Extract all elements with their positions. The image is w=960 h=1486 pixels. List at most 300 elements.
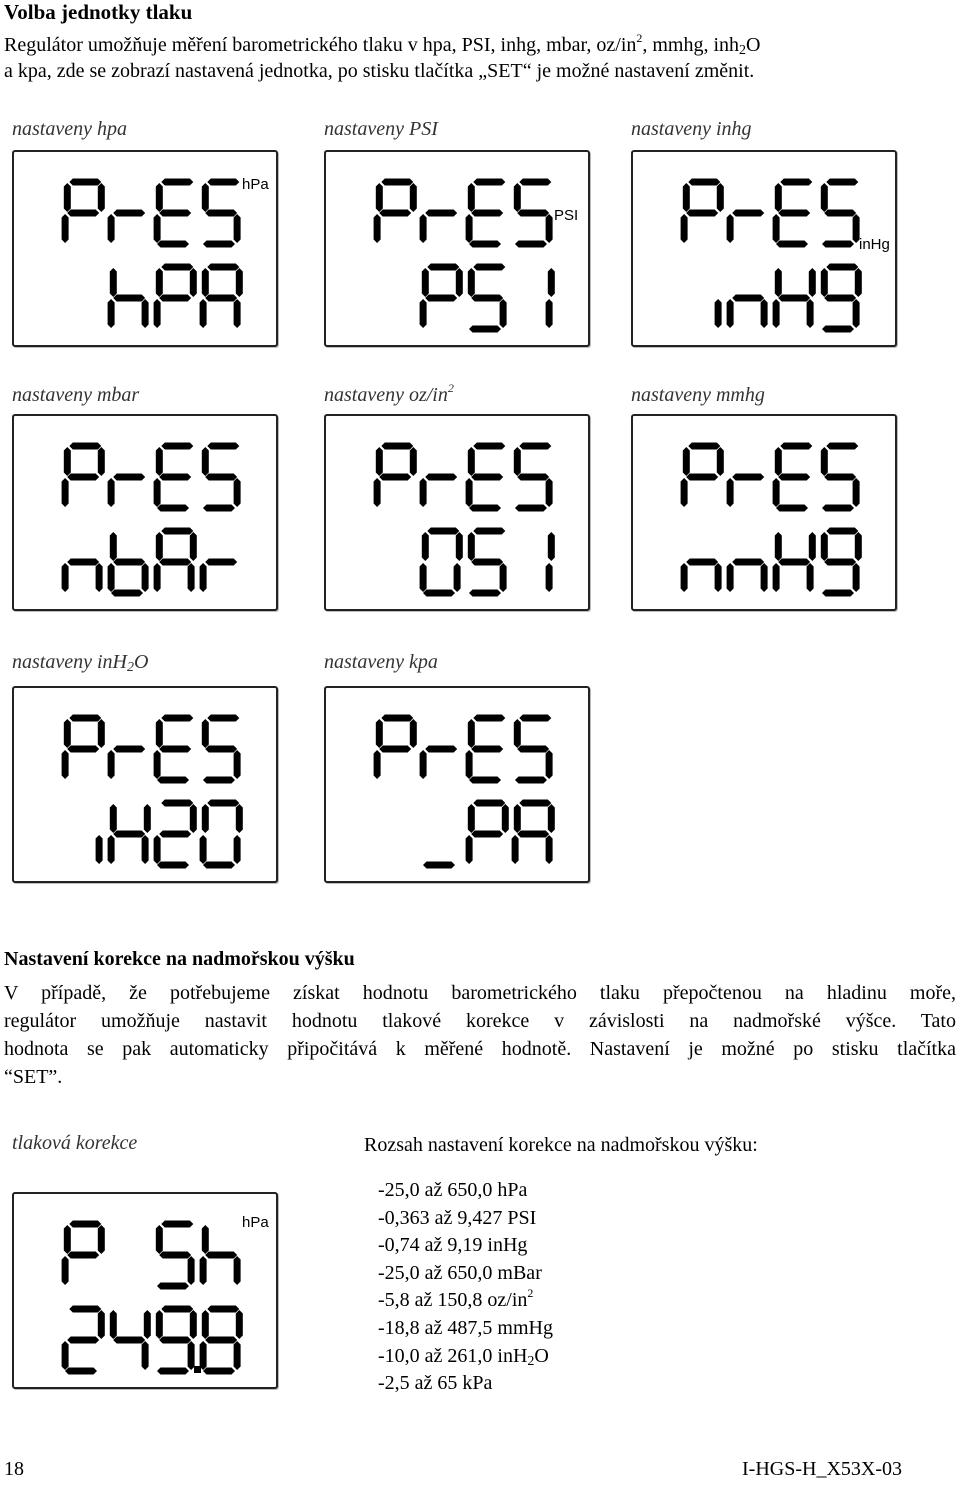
lcd-segment-g <box>686 559 718 566</box>
lcd-segment-d <box>203 1368 235 1375</box>
lcd-digit <box>200 1225 241 1285</box>
lcd-segment-g <box>113 831 145 838</box>
lcd-segment-a <box>381 715 413 722</box>
lcd-segment-d <box>515 505 547 512</box>
unit-label: hPa <box>242 176 269 193</box>
lcd-segment-e <box>727 478 734 507</box>
lcd-segment-e <box>374 750 381 779</box>
range-item: -2,5 až 65 kPa <box>378 1372 493 1395</box>
lcd-segment-e <box>154 478 161 507</box>
lcd-segment-f <box>156 719 163 748</box>
lcd-segment-b <box>410 719 417 748</box>
lcd-digit <box>821 528 862 597</box>
lcd-segment-g <box>379 210 411 217</box>
lcd-segment-c <box>546 299 553 328</box>
lcd-segment-b <box>98 1225 105 1254</box>
lcd-segment-e <box>62 563 69 592</box>
lcd-digit <box>154 715 194 784</box>
lcd-segment-f <box>422 268 429 297</box>
lcd-segment-d <box>203 777 235 784</box>
lcd-segment-f <box>110 268 117 297</box>
lcd-digit <box>200 559 238 593</box>
lcd-digit <box>200 800 243 869</box>
lcd-display <box>324 414 590 611</box>
lcd-segment-g <box>471 474 503 481</box>
lcd-segment-g <box>67 559 99 566</box>
lcd-segment-d <box>776 241 808 248</box>
lcd-segment-f <box>468 804 475 833</box>
lcd-segment-d <box>469 505 501 512</box>
lcd-segment-g <box>159 559 191 566</box>
lcd-segment-c <box>853 563 860 592</box>
lcd-segment-f <box>514 447 521 476</box>
lcd-digit <box>110 1310 151 1370</box>
lcd-segment-b <box>98 1310 105 1339</box>
lcd-segment-f <box>468 268 475 297</box>
display-caption: nastaveny hpa <box>12 118 127 140</box>
lcd-segment-a <box>826 443 858 450</box>
range-list <box>378 1177 553 1398</box>
lcd-segment-e <box>200 563 207 592</box>
lcd-segment-a <box>161 1221 193 1228</box>
lcd-segments <box>633 152 895 345</box>
range-item: -0,74 až 9,19 inHg <box>378 1234 528 1257</box>
lcd-digit <box>727 295 768 329</box>
lcd-segments <box>633 416 895 609</box>
lcd-segment-g <box>159 1252 191 1259</box>
lcd-segment-c <box>761 563 768 592</box>
lcd-segment-e <box>681 563 688 592</box>
lcd-segment-e <box>681 214 688 243</box>
lcd-segment-g <box>686 474 718 481</box>
lcd-digit <box>727 474 765 508</box>
lcd-segment-b <box>190 532 197 561</box>
lcd-segment-e <box>420 478 427 507</box>
lcd-segment-a <box>473 528 505 535</box>
lcd-digit <box>200 1306 243 1375</box>
lcd-segment-b <box>410 447 417 476</box>
lcd-segment-d <box>157 505 189 512</box>
lcd-segment-d <box>203 505 235 512</box>
lcd-segment-d <box>515 241 547 248</box>
lcd-segment-g <box>67 746 99 753</box>
lcd-digit <box>108 804 151 864</box>
lcd-segment-d <box>469 326 501 333</box>
lcd-segment-e <box>108 214 115 243</box>
lcd-segment-e <box>420 750 427 779</box>
lcd-segment-c <box>234 478 241 507</box>
lcd-segment-f <box>683 183 690 212</box>
lcd-segment-f <box>775 268 782 297</box>
lcd-segment-a <box>381 179 413 186</box>
lcd-segment-e <box>773 478 780 507</box>
range-item: -25,0 až 650,0 hPa <box>378 1179 528 1201</box>
lcd-segment-g <box>205 1337 237 1344</box>
lcd-segment-g <box>159 474 191 481</box>
lcd-segment-d <box>157 1283 189 1290</box>
lcd-segment-a <box>69 715 101 722</box>
lcd-segment-b <box>717 447 724 476</box>
range-item: -18,8 až 487,5 mmHg <box>378 1316 553 1339</box>
range-item: -10,0 až 261,0 inH$_2$O <box>378 1344 549 1369</box>
lcd-segment-g <box>67 210 99 217</box>
lcd-segment-c <box>96 835 103 864</box>
lcd-segment-d <box>157 1368 189 1375</box>
lcd-segment-g <box>159 831 191 838</box>
lcd-digit <box>62 443 105 508</box>
lcd-segment-a <box>161 264 193 271</box>
lcd-display <box>12 686 278 883</box>
unit-label: PSI <box>554 207 579 224</box>
lcd-segment-g <box>425 474 457 481</box>
lcd-segment-f <box>64 1225 71 1254</box>
lcd-segment-g <box>425 210 457 217</box>
lcd-digit <box>202 179 241 248</box>
lcd-digit <box>420 528 463 597</box>
lcd-display <box>12 150 278 347</box>
lcd-segment-d <box>423 862 455 869</box>
lcd-segment-e <box>154 563 161 592</box>
lcd-segment-f <box>156 532 163 561</box>
lcd-digit <box>374 715 417 780</box>
lcd-segment-a <box>161 179 193 186</box>
display-caption: nastaveny mbar <box>12 384 140 406</box>
lcd-segments <box>326 152 588 345</box>
lcd-segment-f <box>514 183 521 212</box>
lcd-segment-f <box>422 532 429 561</box>
lcd-segment-a <box>519 715 551 722</box>
lcd-digit <box>108 268 149 328</box>
lcd-segment-e <box>154 299 161 328</box>
lcd-segment-a <box>161 443 193 450</box>
lcd-digit <box>62 1306 105 1375</box>
lcd-segments <box>14 1194 276 1387</box>
lcd-segment-a <box>826 179 858 186</box>
lcd-segment-f <box>468 719 475 748</box>
lcd-digit <box>466 443 506 512</box>
lcd-segment-e <box>62 214 69 243</box>
lcd-segment-g <box>732 474 764 481</box>
lcd-segment-f <box>821 532 828 561</box>
lcd-segment-f <box>110 532 117 561</box>
lcd-segment-g <box>113 746 145 753</box>
display-caption: nastaveny inH$_2$O <box>12 651 149 675</box>
lcd-segment-f <box>468 447 475 476</box>
lcd-segment-c <box>546 835 553 864</box>
lcd-segment-a <box>427 264 459 271</box>
lcd-segment-e <box>154 214 161 243</box>
lcd-segment-e <box>108 478 115 507</box>
lcd-segment-g <box>113 1337 145 1344</box>
page-number: 18 <box>4 1458 24 1480</box>
lcd-segment-g <box>732 210 764 217</box>
lcd-segment-b <box>548 268 555 297</box>
lcd-segment-b <box>855 268 862 297</box>
lcd-digit <box>420 474 458 508</box>
lcd-segment-g <box>471 831 503 838</box>
lcd-segment-a <box>207 800 239 807</box>
lcd-digit <box>62 179 105 244</box>
lcd-segment-d <box>515 777 547 784</box>
lcd-digit <box>62 715 105 780</box>
unit-paragraph-line1: Regulátor umožňuje měření barometrického tlaku v hpa, PSI, inhg, mbar, $oz/in^2$, mmhg, inh$_2$O <box>4 31 761 58</box>
lcd-segment-d <box>469 777 501 784</box>
lcd-segment-b <box>548 804 555 833</box>
lcd-segment-f <box>110 804 117 833</box>
lcd-digit <box>374 179 417 244</box>
lcd-segment-f <box>514 804 521 833</box>
lcd-segment-a <box>161 800 193 807</box>
lcd-digit <box>466 179 506 248</box>
lcd-digit <box>154 179 194 248</box>
lcd-digit <box>154 800 197 869</box>
lcd-digit <box>202 443 241 512</box>
lcd-digit <box>546 268 555 328</box>
lcd-segment-e <box>466 835 473 864</box>
lcd-segment-a <box>688 443 720 450</box>
lcd-digit <box>512 800 555 865</box>
lcd-segment-d <box>111 590 143 597</box>
unit-paragraph-line2: a kpa, zde se zobrazí nastavená jednotka, po stisku tlačítka „SET“ je možné nastavení změnit. <box>4 60 755 82</box>
lcd-segment-c <box>142 835 149 864</box>
lcd-segment-a <box>69 443 101 450</box>
lcd-segment-g <box>471 210 503 217</box>
range-item: -0,363 až 9,427 PSI <box>378 1206 537 1229</box>
lcd-digit <box>773 532 816 592</box>
lcd-digit <box>727 210 765 244</box>
correction-display-caption: tlaková korekce <box>12 1132 138 1154</box>
lcd-segment-b <box>236 1310 243 1339</box>
lcd-segment-a <box>519 179 551 186</box>
lcd-segment-c <box>807 299 814 328</box>
lcd-segment-f <box>202 719 209 748</box>
lcd-segment-f <box>202 1225 209 1254</box>
lcd-segment-a <box>161 715 193 722</box>
lcd-segment-c <box>234 1256 241 1285</box>
lcd-digit <box>108 474 146 508</box>
lcd-digit <box>773 268 816 328</box>
lcd-segment-g <box>471 295 503 302</box>
lcd-segment-a <box>473 264 505 271</box>
lcd-segment-b <box>855 532 862 561</box>
lcd-segments <box>14 688 276 881</box>
lcd-segment-c <box>188 1256 195 1285</box>
lcd-segment-g <box>379 746 411 753</box>
lcd-segment-f <box>110 1310 117 1339</box>
lcd-segment-e <box>108 750 115 779</box>
lcd-digit <box>821 264 862 333</box>
lcd-segment-d <box>469 590 501 597</box>
lcd-segment-c <box>188 563 195 592</box>
lcd-digit <box>773 179 813 248</box>
lcd-segment-e <box>154 750 161 779</box>
lcd-segment-g <box>732 559 764 566</box>
lcd-segment-a <box>69 179 101 186</box>
lcd-segment-c <box>546 563 553 592</box>
lcd-segment-g <box>425 295 457 302</box>
correction-paragraph-line2: regulátor umožňuje nastavit hodnotu tlakové korekce v závislosti na nadmořské výšce. Tato <box>4 1010 956 1032</box>
lcd-segment-f <box>202 268 209 297</box>
lcd-segment-g <box>471 559 503 566</box>
lcd-segment-a <box>207 443 239 450</box>
lcd-segment-e <box>466 750 473 779</box>
lcd-segment-b <box>236 268 243 297</box>
lcd-digit <box>468 528 507 597</box>
lcd-segment-d <box>776 505 808 512</box>
lcd-segment-b <box>98 719 105 748</box>
lcd-segment-c <box>142 299 149 328</box>
lcd-segment-e <box>62 1341 69 1370</box>
lcd-segment-b <box>456 268 463 297</box>
lcd-segment-f <box>156 1310 163 1339</box>
lcd-segment-f <box>156 268 163 297</box>
lcd-segment-g <box>159 746 191 753</box>
lcd-segment-g <box>425 746 457 753</box>
lcd-segment-e <box>773 214 780 243</box>
lcd-segment-b <box>502 804 509 833</box>
lcd-digit <box>154 443 194 512</box>
lcd-segment-c <box>500 299 507 328</box>
lcd-digit <box>108 532 149 597</box>
lcd-digit <box>514 443 553 512</box>
lcd-segment-e <box>420 299 427 328</box>
lcd-segment-a <box>69 1221 101 1228</box>
lcd-segment-e <box>727 299 734 328</box>
lcd-segment-e <box>62 750 69 779</box>
lcd-segments <box>14 416 276 609</box>
lcd-segment-g <box>205 746 237 753</box>
lcd-segment-g <box>824 559 856 566</box>
lcd-segment-a <box>207 715 239 722</box>
section-heading-correction: Nastavení korekce na nadmořskou výšku <box>4 948 355 970</box>
lcd-digit <box>466 715 506 784</box>
lcd-segment-e <box>420 214 427 243</box>
lcd-segment-c <box>234 214 241 243</box>
lcd-segment-g <box>159 295 191 302</box>
lcd-segment-g <box>159 210 191 217</box>
lcd-segment-e <box>108 835 115 864</box>
lcd-segment-g <box>471 746 503 753</box>
lcd-segment-c <box>234 299 241 328</box>
lcd-digit <box>514 715 553 784</box>
lcd-segment-f <box>775 532 782 561</box>
lcd-segment-d <box>203 241 235 248</box>
lcd-segment-d <box>469 241 501 248</box>
lcd-digit <box>727 559 768 593</box>
lcd-digit <box>420 746 458 780</box>
lcd-segment-b <box>190 268 197 297</box>
lcd-segment-a <box>473 179 505 186</box>
lcd-segment-f <box>202 1310 209 1339</box>
lcd-segment-f <box>468 532 475 561</box>
lcd-segment-c <box>853 299 860 328</box>
lcd-segment-a <box>427 528 459 535</box>
lcd-segment-c <box>546 750 553 779</box>
lcd-segment-g <box>205 559 237 566</box>
lcd-segment-f <box>468 183 475 212</box>
lcd-digit <box>154 264 197 329</box>
lcd-segment-b <box>236 804 243 833</box>
lcd-segment-b <box>456 532 463 561</box>
lcd-segment-f <box>376 447 383 476</box>
lcd-segment-c <box>96 563 103 592</box>
lcd-segment-a <box>207 1306 239 1313</box>
lcd-segment-b <box>144 1310 151 1339</box>
lcd-digit <box>773 443 813 512</box>
lcd-segment-f <box>775 183 782 212</box>
lcd-segment-g <box>732 295 764 302</box>
lcd-segment-f <box>64 183 71 212</box>
lcd-segment-b <box>98 447 105 476</box>
lcd-segments <box>326 688 588 881</box>
lcd-segment-a <box>207 264 239 271</box>
lcd-segment-f <box>821 183 828 212</box>
correction-paragraph-line4: “SET”. <box>4 1066 63 1088</box>
lcd-digit <box>821 443 860 512</box>
lcd-segment-c <box>546 478 553 507</box>
lcd-segment-c <box>454 563 461 592</box>
lcd-segment-f <box>64 719 71 748</box>
lcd-segment-g <box>379 474 411 481</box>
lcd-digit <box>681 559 722 593</box>
lcd-segment-g <box>778 210 810 217</box>
lcd-digit <box>154 528 197 593</box>
lcd-segment-c <box>715 299 722 328</box>
lcd-segment-e <box>108 563 115 592</box>
lcd-digit <box>466 800 509 865</box>
lcd-segment-b <box>144 804 151 833</box>
lcd-segment-g <box>824 210 856 217</box>
lcd-segment-a <box>473 443 505 450</box>
lcd-segment-g <box>778 295 810 302</box>
display-caption: nastaveny $oz/in^2$ <box>324 381 454 406</box>
unit-label: inHg <box>859 236 890 253</box>
lcd-digit <box>62 1221 105 1286</box>
lcd-segment-g <box>517 210 549 217</box>
lcd-segment-c <box>234 835 241 864</box>
correction-paragraph-line3: hodnota se pak automaticky připočitává k měřené hodnotě. Nastavení je možné po stisku tlačítka <box>4 1038 956 1060</box>
lcd-segment-b <box>717 183 724 212</box>
lcd-segment-d <box>423 590 455 597</box>
lcd-segment-e <box>108 299 115 328</box>
lcd-segment-f <box>376 183 383 212</box>
range-item: -25,0 až 650,0 mBar <box>378 1261 542 1284</box>
lcd-segment-a <box>207 179 239 186</box>
lcd-segment-a <box>473 800 505 807</box>
lcd-segment-e <box>420 563 427 592</box>
lcd-segment-f <box>64 447 71 476</box>
lcd-segment-e <box>773 563 780 592</box>
lcd-segment-d <box>65 1368 97 1375</box>
lcd-segment-f <box>683 447 690 476</box>
lcd-digit <box>108 746 146 780</box>
lcd-segment-a <box>826 528 858 535</box>
lcd-segment-d <box>822 590 854 597</box>
lcd-segment-g <box>824 295 856 302</box>
lcd-segment-d <box>822 241 854 248</box>
lcd-segment-c <box>807 563 814 592</box>
lcd-segment-a <box>688 179 720 186</box>
lcd-segment-d <box>203 862 235 869</box>
lcd-segment-e <box>200 1341 207 1370</box>
lcd-segment-c <box>853 478 860 507</box>
range-title: Rozsah nastavení korekce na nadmořskou výšku: <box>364 1134 758 1156</box>
lcd-segment-c <box>234 750 241 779</box>
lcd-segment-c <box>761 299 768 328</box>
lcd-segment-g <box>778 474 810 481</box>
lcd-segment-f <box>376 719 383 748</box>
lcd-segment-g <box>67 474 99 481</box>
